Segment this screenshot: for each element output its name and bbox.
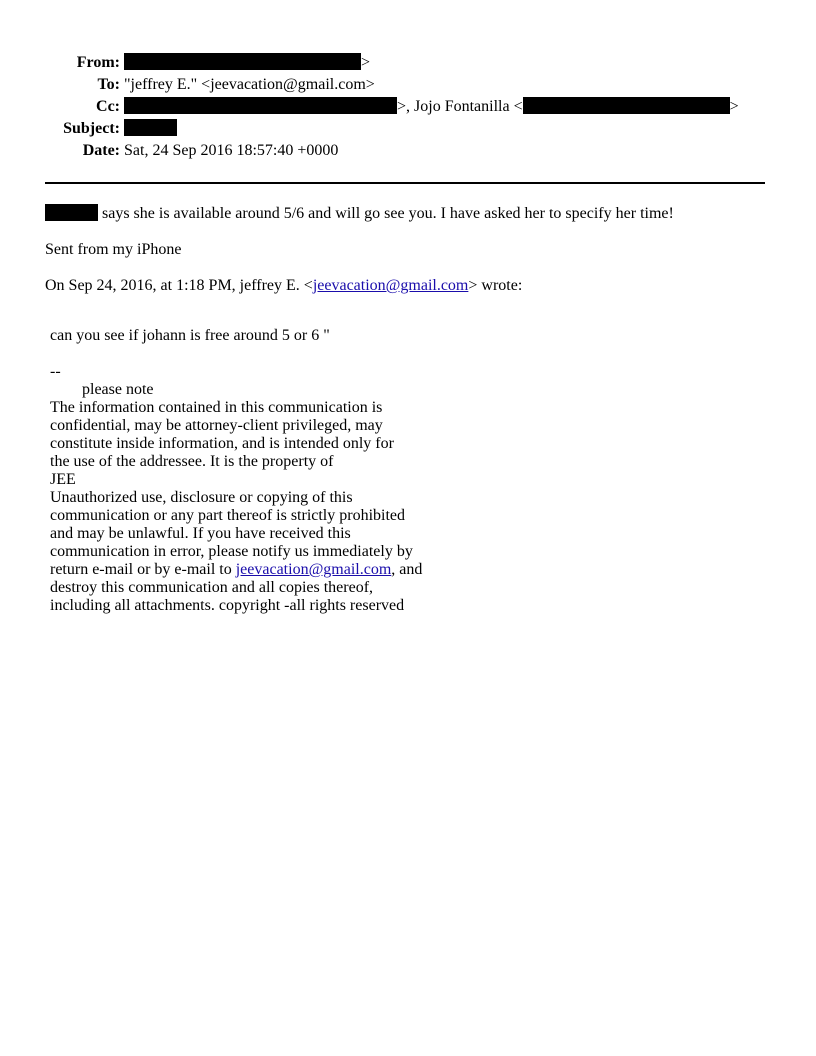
return-line-suffix: , and [391, 561, 423, 578]
disclaimer-line: The information contained in this communication is [50, 399, 383, 416]
return-line-prefix: return e-mail or by e-mail to [50, 561, 236, 578]
cc-suffix: > [729, 98, 739, 115]
redaction-block [124, 53, 361, 70]
redaction-block [45, 204, 98, 221]
message-text: says she is available around 5/6 and will go see you. I have asked her to specify her time! [98, 205, 674, 222]
disclaimer-line: destroy this communication and all copies thereof, [50, 579, 374, 596]
date-label: Date: [82, 142, 120, 159]
reply-intro [45, 275, 785, 297]
to-value: "jeffrey E." <jeevacation@gmail.com> [124, 76, 375, 93]
reply-email-link[interactable]: jeevacation@gmail.com [312, 277, 469, 294]
date-value: Sat, 24 Sep 2016 18:57:40 +0000 [124, 142, 339, 159]
from-value [124, 52, 370, 74]
reply-intro-suffix: > wrote: [468, 277, 523, 294]
cc-label: Cc: [96, 98, 120, 115]
signature-separator: -- [50, 363, 61, 380]
to-label: To: [97, 76, 120, 93]
disclaimer-line: confidential, may be attorney-client privileged, may [50, 417, 383, 434]
header-divider [45, 182, 765, 184]
disclaimer-line: Unauthorized use, disclosure or copying of this [50, 489, 353, 506]
disclaimer-line: the use of the addressee. It is the property of [50, 453, 334, 470]
disclaimer-line [50, 561, 470, 579]
cc-middle: >, Jojo Fontanilla < [397, 98, 523, 115]
note-heading: please note [82, 381, 154, 398]
from-row [0, 52, 816, 74]
subject-value [124, 118, 177, 140]
from-label: From: [76, 54, 120, 71]
cc-value [124, 96, 739, 118]
signature: Sent from my iPhone [45, 241, 182, 258]
quoted-question: can you see if johann is free around 5 or 6 " [50, 327, 330, 344]
disclaimer-line: including all attachments. copyright -all rights reserved [50, 597, 405, 614]
redaction-block [523, 97, 730, 114]
reply-intro-prefix: On Sep 24, 2016, at 1:18 PM, jeffrey E. < [45, 277, 313, 294]
disclaimer-line: constitute inside information, and is intended only for [50, 435, 394, 452]
disclaimer-line: JEE [50, 471, 76, 488]
from-suffix: > [361, 54, 371, 71]
date-row [0, 140, 816, 162]
disclaimer-line: communication in error, please notify us immediately by [50, 543, 413, 560]
subject-label: Subject: [63, 120, 120, 137]
to-row [0, 74, 816, 96]
disclaimer-line: and may be unlawful. If you have received this [50, 525, 351, 542]
subject-row [0, 118, 816, 140]
message-line [45, 203, 785, 225]
cc-row [0, 96, 816, 118]
email-header [0, 52, 816, 162]
quoted-message [50, 327, 470, 615]
disclaimer-line: communication or any part thereof is strictly prohibited [50, 507, 406, 524]
message-body [45, 203, 785, 297]
disclaimer-email-link[interactable]: jeevacation@gmail.com [235, 561, 392, 578]
redaction-block [124, 97, 397, 114]
redaction-block [124, 119, 177, 136]
